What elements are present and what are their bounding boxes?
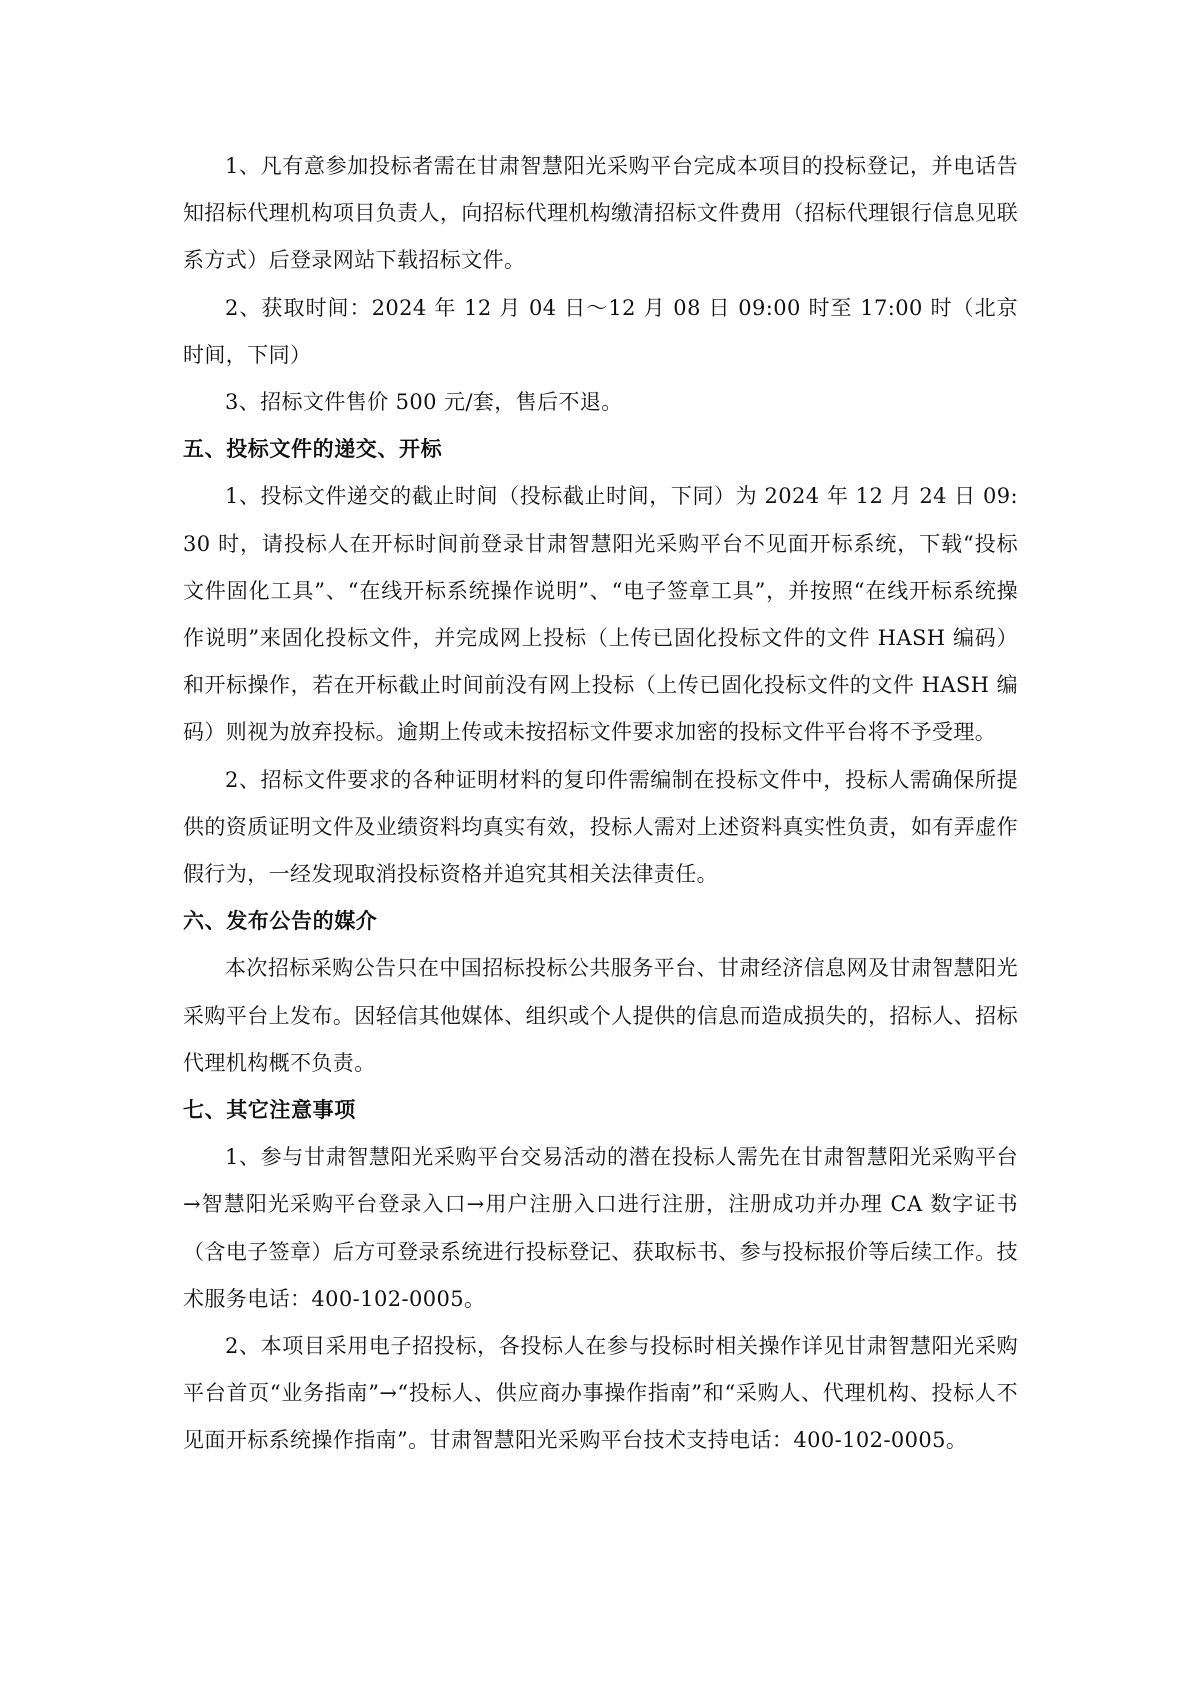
paragraph-registration-ca: 1、参与甘肃智慧阳光采购平台交易活动的潜在投标人需先在甘肃智慧阳光采购平台→智慧阳光采购平台登录入口→用户注册入口进行注册，注册成功并办理 CA 数字证书（含电子签章）后方可登录系统进行投标登记、获取标书、参与投标报价等后续工作。技术服务电话：400-102-0005。 xyxy=(183,1145,1018,1311)
section-heading-media: 六、发布公告的媒介 xyxy=(183,909,378,934)
paragraph-media: 本次招标采购公告只在中国招标投标公共服务平台、甘肃经济信息网及甘肃智慧阳光采购平台上发布。因轻信其他媒体、组织或个人提供的信息而造成损失的，招标人、招标代理机构概不负责。 xyxy=(183,956,1018,1075)
paragraph-certificates: 2、招标文件要求的各种证明材料的复印件需编制在投标文件中，投标人需确保所提供的资质证明文件及业绩资料均真实有效，投标人需对上述资料真实性负责，如有弄虚作假行为，一经发现取消投标资格并追究其相关法律责任。 xyxy=(183,767,1018,887)
paragraph-electronic-bidding: 2、本项目采用电子招投标，各投标人在参与投标时相关操作详见甘肃智慧阳光采购平台首页“业务指南”→“投标人、供应商办事操作指南”和“采购人、代理机构、投标人不见面开标系统操作指南”。甘肃智慧阳光采购平台技术支持电话：400-102-0005。 xyxy=(183,1334,1018,1453)
paragraph-price: 3、招标文件售价 500 元/套，售后不退。 xyxy=(225,390,623,415)
paragraph-submission-deadline: 1、投标文件递交的截止时间（投标截止时间，下同）为 2024 年 12 月 24 日 09:30 时，请投标人在开标时间前登录甘肃智慧阳光采购平台不见面开标系统，下载“投标文件固化工具”、“在线开标系统操作说明”、“电子签章工具”，并按照“在线开标系统操作说明”来固化投标文件，并完成网上投标（上传已固化投标文件的文件 HASH 编码）和开标操作，若在开标截止时间前没有网上投标（上传已固化投标文件的文件 HASH 编码）则视为放弃投标。逾期上传或未按招标文件要求加密的投标文件平台将不予受理。 xyxy=(183,484,1018,745)
paragraph-registration: 1、凡有意参加投标者需在甘肃智慧阳光采购平台完成本项目的投标登记，并电话告知招标代理机构项目负责人，向招标代理机构缴清招标文件费用（招标代理银行信息见联系方式）后登录网站下载招标文件。 xyxy=(183,154,1018,273)
section-heading-notes: 七、其它注意事项 xyxy=(183,1098,356,1123)
paragraph-acquisition-time: 2、获取时间：2024 年 12 月 04 日～12 月 08 日 09:00 时至 17:00 时（北京时间，下同） xyxy=(183,295,1018,367)
section-heading-bid-submission: 五、投标文件的递交、开标 xyxy=(183,437,443,462)
document-body xyxy=(183,143,1018,1465)
